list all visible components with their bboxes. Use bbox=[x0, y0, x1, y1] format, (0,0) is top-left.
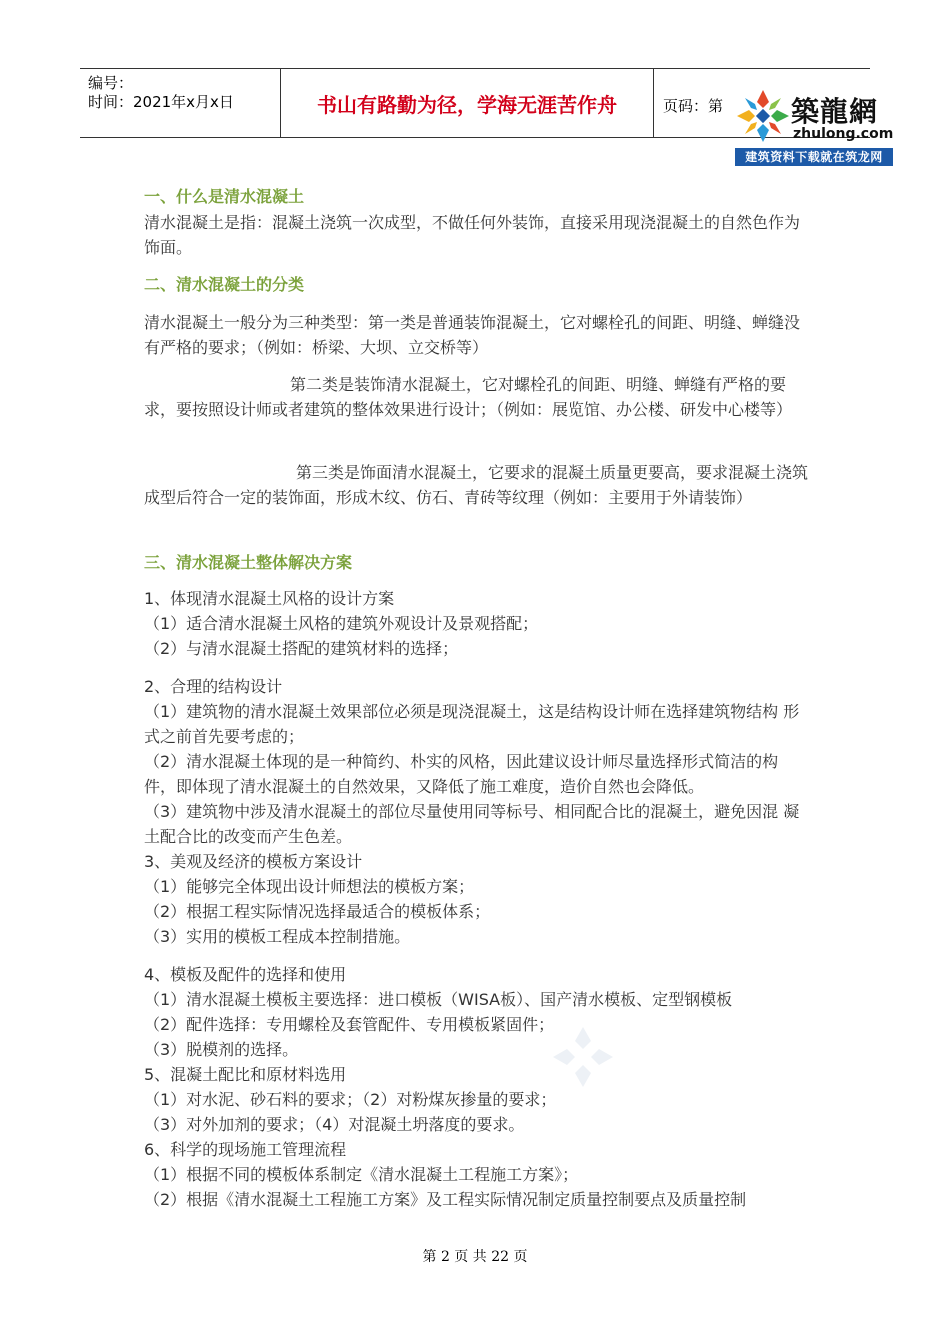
list-item: （2）根据《清水混凝土工程施工方案》及工程实际情况制定质量控制要点及质量控制 bbox=[144, 1190, 747, 1209]
list-item: （3）实用的模板工程成本控制措施。 bbox=[144, 927, 411, 946]
section-2-paragraph-1: 清水混凝土一般分为三种类型：第一类是普通装饰混凝土，它对螺栓孔的间距、明缝、蝉缝没有严格的要求；（例如：桥梁、大坝、立交桥等） bbox=[144, 313, 801, 357]
list-item: 6、科学的现场施工管理流程 bbox=[144, 1140, 347, 1159]
header-code: 编号： bbox=[88, 74, 134, 92]
zhulong-snowflake-icon bbox=[735, 88, 791, 148]
section-1-body: 清水混凝土是指：混凝土浇筑一次成型，不做任何外装饰，直接采用现浇混凝土的自然色作为饰面。 bbox=[144, 213, 801, 257]
list-item: 2、合理的结构设计 bbox=[144, 677, 283, 696]
list-item: （2）与清水混凝土搭配的建筑材料的选择； bbox=[144, 639, 459, 658]
logo-name: 築龍網 bbox=[791, 95, 879, 128]
section-2-title: 二、清水混凝土的分类 bbox=[144, 275, 305, 294]
list-item: （2）配件选择：专用螺栓及套管配件、专用模板紧固件； bbox=[144, 1015, 555, 1034]
logo-banner: 建筑资料下载就在筑龙网 bbox=[735, 148, 893, 166]
section-2-paragraph-2: 第二类是装饰清水混凝土，它对螺栓孔的间距、明缝、蝉缝有严格的要求，要按照设计师或者建筑的整体效果进行设计；（例如：展览馆、办公楼、研发中心楼等） bbox=[144, 375, 793, 419]
header-page-label: 页码：第 bbox=[663, 97, 724, 115]
zhulong-logo bbox=[735, 88, 893, 168]
list-item: 5、混凝土配比和原材料选用 bbox=[144, 1065, 347, 1084]
list-item: （2）根据工程实际情况选择最适合的模板体系； bbox=[144, 902, 491, 921]
section-1-title: 一、什么是清水混凝土 bbox=[144, 187, 305, 206]
list-item: 3、美观及经济的模板方案设计 bbox=[144, 852, 363, 871]
list-item: 4、模板及配件的选择和使用 bbox=[144, 965, 347, 984]
header-meta bbox=[80, 69, 280, 137]
list-item: （3）对外加剂的要求；（4）对混凝土坍落度的要求。 bbox=[144, 1115, 525, 1134]
header-motto: 书山有路勤为径，学海无涯苦作舟 bbox=[280, 69, 654, 137]
list-item: 1、体现清水混凝土风格的设计方案 bbox=[144, 589, 395, 608]
list-item: （3）脱模剂的选择。 bbox=[144, 1040, 299, 1059]
solution-group-2 bbox=[144, 674, 809, 949]
list-item: （1）适合清水混凝土风格的建筑外观设计及景观搭配； bbox=[144, 614, 539, 633]
solution-group-1 bbox=[144, 586, 809, 661]
list-item: （1）能够完全体现出设计师想法的模板方案； bbox=[144, 877, 475, 896]
header-time: 时间：2021年x月x日 bbox=[88, 93, 234, 111]
section-3-title: 三、清水混凝土整体解决方案 bbox=[144, 553, 353, 572]
page-footer: 第 2 页 共 22 页 bbox=[422, 1249, 528, 1265]
list-item: （1）根据不同的模板体系制定《清水混凝土工程施工方案》； bbox=[144, 1165, 579, 1184]
list-item: （1）建筑物的清水混凝土效果部位必须是现浇混凝土，这是结构设计师在选择建筑物结构 形式之前首先要考虑的； bbox=[144, 702, 800, 746]
section-2-paragraph-3: 第三类是饰面清水混凝土，它要求的混凝土质量更要高，要求混凝土浇筑成型后符合一定的装饰面，形成木纹、仿石、青砖等纹理（例如：主要用于外请装饰） bbox=[144, 463, 809, 507]
list-item: （1）对水泥、砂石料的要求；（2）对粉煤灰掺量的要求； bbox=[144, 1090, 557, 1109]
list-item: （1）清水混凝土模板主要选择：进口模板（WISA板）、国产清水模板、定型钢模板 bbox=[144, 990, 733, 1009]
logo-domain: zhulong.com bbox=[793, 126, 894, 142]
list-item: （2）清水混凝土体现的是一种简约、朴实的风格，因此建议设计师尽量选择形式简洁的构 件，即体现了清水混凝土的自然效果，又降低了施工难度，造价自然也会降低。 bbox=[144, 752, 779, 796]
list-item: （3）建筑物中涉及清水混凝土的部位尽量使用同等标号、相同配合比的混凝土，避免因混 凝土配合比的改变而产生色差。 bbox=[144, 802, 800, 846]
solution-group-3 bbox=[144, 962, 809, 1212]
